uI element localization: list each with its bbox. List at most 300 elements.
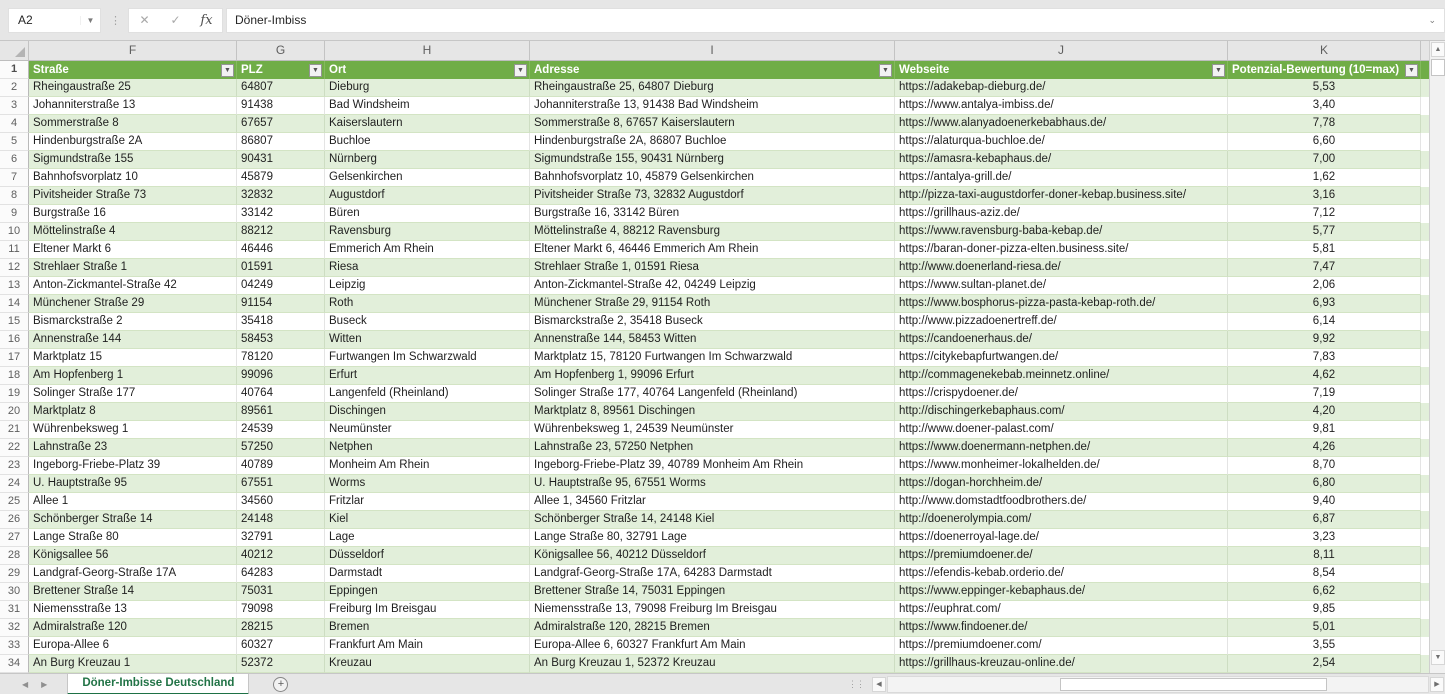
cell-strasse[interactable]: Hindenburgstraße 2A (29, 133, 237, 151)
cell-adresse[interactable]: Marktplatz 15, 78120 Furtwangen Im Schwarzwald (530, 349, 895, 367)
vertical-scrollbar-thumb[interactable] (1431, 59, 1445, 76)
cell-plz[interactable]: 32832 (237, 187, 325, 205)
cell-strasse[interactable]: Bahnhofsvorplatz 10 (29, 169, 237, 187)
cell-plz[interactable]: 88212 (237, 223, 325, 241)
cell-plz[interactable]: 04249 (237, 277, 325, 295)
table-row (0, 655, 1445, 673)
row-number[interactable]: 26 (0, 511, 29, 529)
row-number[interactable]: 33 (0, 637, 29, 655)
cell-ort[interactable]: Furtwangen Im Schwarzwald (325, 349, 530, 367)
cell-strasse[interactable]: Sigmundstraße 155 (29, 151, 237, 169)
cell-plz[interactable]: 57250 (237, 439, 325, 457)
cell-rating[interactable]: 8,11 (1228, 547, 1421, 565)
cell-ort[interactable]: Kaiserslautern (325, 115, 530, 133)
row-number[interactable]: 24 (0, 475, 29, 493)
cell-strasse[interactable]: Sommerstraße 8 (29, 115, 237, 133)
cell-ort[interactable]: Bad Windsheim (325, 97, 530, 115)
cell-webseite[interactable]: http://www.doenerland-riesa.de/ (895, 259, 1228, 277)
cell-webseite[interactable]: https://www.alanyadoenerkebabhaus.de/ (895, 115, 1228, 133)
table-row (0, 79, 1445, 97)
filter-dropdown-icon[interactable]: ▼ (1405, 64, 1418, 77)
cell-adresse[interactable]: Bismarckstraße 2, 35418 Buseck (530, 313, 895, 331)
cell-strasse[interactable]: Strehlaer Straße 1 (29, 259, 237, 277)
cell-rating[interactable]: 7,19 (1228, 385, 1421, 403)
cell-adresse[interactable]: Möttelinstraße 4, 88212 Ravensburg (530, 223, 895, 241)
cell-adresse[interactable]: Eltener Markt 6, 46446 Emmerich Am Rhein (530, 241, 895, 259)
table-body (0, 79, 1445, 673)
cell-rating[interactable]: 7,12 (1228, 205, 1421, 223)
cell-webseite[interactable]: https://www.doenermann-netphen.de/ (895, 439, 1228, 457)
cell-adresse[interactable]: U. Hauptstraße 95, 67551 Worms (530, 475, 895, 493)
cell-rating[interactable]: 5,53 (1228, 79, 1421, 97)
cell-adresse[interactable]: Rheingaustraße 25, 64807 Dieburg (530, 79, 895, 97)
cell-ort[interactable]: Netphen (325, 439, 530, 457)
cell-plz[interactable]: 64807 (237, 79, 325, 97)
cell-strasse[interactable]: Ingeborg-Friebe-Platz 39 (29, 457, 237, 475)
cell-webseite[interactable]: http://pizza-taxi-augustdorfer-doner-kebap.business.site/ (895, 187, 1228, 205)
cell-webseite[interactable]: https://www.antalya-imbiss.de/ (895, 97, 1228, 115)
row-number[interactable]: 7 (0, 169, 29, 187)
cell-adresse[interactable]: Niemensstraße 13, 79098 Freiburg Im Breisgau (530, 601, 895, 619)
cell-ort[interactable]: Fritzlar (325, 493, 530, 511)
cell-adresse[interactable]: Solinger Straße 177, 40764 Langenfeld (Rheinland) (530, 385, 895, 403)
cell-ort[interactable]: Kreuzau (325, 655, 530, 673)
cell-strasse[interactable]: Allee 1 (29, 493, 237, 511)
cell-strasse[interactable]: Niemensstraße 13 (29, 601, 237, 619)
cell-strasse[interactable]: Marktplatz 15 (29, 349, 237, 367)
cell-adresse[interactable]: Annenstraße 144, 58453 Witten (530, 331, 895, 349)
cell-strasse[interactable]: Lange Straße 80 (29, 529, 237, 547)
cell-adresse[interactable]: Königsallee 56, 40212 Düsseldorf (530, 547, 895, 565)
row-number[interactable]: 3 (0, 97, 29, 115)
cell-ort[interactable]: Monheim Am Rhein (325, 457, 530, 475)
select-all-corner[interactable] (0, 41, 29, 60)
filter-dropdown-icon[interactable]: ▼ (514, 64, 527, 77)
row-number[interactable]: 11 (0, 241, 29, 259)
cell-adresse[interactable]: Bahnhofsvorplatz 10, 45879 Gelsenkirchen (530, 169, 895, 187)
header-label: Ort (329, 64, 347, 76)
cell-ort[interactable]: Bremen (325, 619, 530, 637)
cell-adresse[interactable]: Am Hopfenberg 1, 99096 Erfurt (530, 367, 895, 385)
cell-adresse[interactable]: Allee 1, 34560 Fritzlar (530, 493, 895, 511)
scroll-up-arrow-icon[interactable]: ▲ (1431, 42, 1445, 57)
cell-rating[interactable]: 4,26 (1228, 439, 1421, 457)
cell-ort[interactable]: Darmstadt (325, 565, 530, 583)
row-number[interactable]: 34 (0, 655, 29, 673)
cell-plz[interactable]: 78120 (237, 349, 325, 367)
cell-strasse[interactable]: Eltener Markt 6 (29, 241, 237, 259)
row-number[interactable]: 13 (0, 277, 29, 295)
table-row (0, 151, 1445, 169)
row-number[interactable]: 1 (0, 61, 29, 79)
row-number[interactable]: 16 (0, 331, 29, 349)
cell-adresse[interactable]: Schönberger Straße 14, 24148 Kiel (530, 511, 895, 529)
table-row (0, 385, 1445, 403)
cell-strasse[interactable]: Solinger Straße 177 (29, 385, 237, 403)
cell-ort[interactable]: Langenfeld (Rheinland) (325, 385, 530, 403)
scroll-right-arrow-icon[interactable]: ▶ (1430, 677, 1444, 692)
row-number[interactable]: 12 (0, 259, 29, 277)
cell-ort[interactable]: Neumünster (325, 421, 530, 439)
insert-function-icon[interactable]: fx (200, 12, 213, 28)
cell-strasse[interactable]: Rheingaustraße 25 (29, 79, 237, 97)
expand-formula-bar-chevron-icon[interactable]: ⌄ (1428, 14, 1436, 25)
cell-adresse[interactable]: Pivitsheider Straße 73, 32832 Augustdorf (530, 187, 895, 205)
cell-adresse[interactable]: Marktplatz 8, 89561 Dischingen (530, 403, 895, 421)
cell-webseite[interactable]: https://amasra-kebaphaus.de/ (895, 151, 1228, 169)
header-cell-plz[interactable] (237, 61, 325, 79)
header-cell-strasse[interactable] (29, 61, 237, 79)
row-number[interactable]: 27 (0, 529, 29, 547)
row-number[interactable]: 9 (0, 205, 29, 223)
cell-plz[interactable]: 60327 (237, 637, 325, 655)
row-number[interactable]: 32 (0, 619, 29, 637)
cell-rating[interactable]: 4,62 (1228, 367, 1421, 385)
cell-webseite[interactable]: https://efendis-kebab.orderio.de/ (895, 565, 1228, 583)
cell-strasse[interactable]: Burgstraße 16 (29, 205, 237, 223)
cell-webseite[interactable]: https://premiumdoener.de/ (895, 547, 1228, 565)
cell-webseite[interactable]: https://www.ravensburg-baba-kebap.de/ (895, 223, 1228, 241)
cell-ort[interactable]: Gelsenkirchen (325, 169, 530, 187)
formula-bar (0, 0, 1445, 41)
cell-rating[interactable]: 9,40 (1228, 493, 1421, 511)
cell-plz[interactable]: 46446 (237, 241, 325, 259)
cell-strasse[interactable]: Brettener Straße 14 (29, 583, 237, 601)
column-letters (29, 41, 1421, 60)
cell-webseite[interactable]: https://baran-doner-pizza-elten.business.site/ (895, 241, 1228, 259)
cell-plz[interactable]: 58453 (237, 331, 325, 349)
cell-ort[interactable]: Ravensburg (325, 223, 530, 241)
column-letter-g[interactable]: G (237, 41, 325, 60)
cell-webseite[interactable]: https://grillhaus-kreuzau-online.de/ (895, 655, 1228, 673)
cell-rating[interactable]: 3,23 (1228, 529, 1421, 547)
cell-ort[interactable]: Frankfurt Am Main (325, 637, 530, 655)
cell-webseite[interactable]: https://www.monheimer-lokalhelden.de/ (895, 457, 1228, 475)
name-box-value[interactable]: A2 (18, 13, 33, 27)
cell-adresse[interactable]: Admiralstraße 120, 28215 Bremen (530, 619, 895, 637)
cell-rating[interactable]: 6,62 (1228, 583, 1421, 601)
header-cell-adresse[interactable] (530, 61, 895, 79)
column-letter-h[interactable]: H (325, 41, 530, 60)
cell-webseite[interactable]: https://www.sultan-planet.de/ (895, 277, 1228, 295)
cell-adresse[interactable]: Landgraf-Georg-Straße 17A, 64283 Darmstadt (530, 565, 895, 583)
horizontal-scrollbar[interactable] (887, 676, 1429, 693)
header-cell-rating[interactable] (1228, 61, 1421, 79)
cell-plz[interactable]: 24539 (237, 421, 325, 439)
cell-ort[interactable]: Lage (325, 529, 530, 547)
cell-plz[interactable]: 24148 (237, 511, 325, 529)
cell-webseite[interactable]: https://adakebap-dieburg.de/ (895, 79, 1228, 97)
header-cell-webseite[interactable] (895, 61, 1228, 79)
cell-webseite[interactable]: http://www.domstadtfoodbrothers.de/ (895, 493, 1228, 511)
cell-plz[interactable]: 67551 (237, 475, 325, 493)
row-number[interactable]: 2 (0, 79, 29, 97)
filter-dropdown-icon[interactable]: ▼ (1212, 64, 1225, 77)
table-row (0, 619, 1445, 637)
cell-strasse[interactable]: Königsallee 56 (29, 547, 237, 565)
cell-rating[interactable]: 2,06 (1228, 277, 1421, 295)
cell-rating[interactable]: 5,81 (1228, 241, 1421, 259)
name-box[interactable] (8, 8, 101, 33)
table-row (0, 259, 1445, 277)
cell-rating[interactable]: 7,47 (1228, 259, 1421, 277)
cell-ort[interactable]: Düsseldorf (325, 547, 530, 565)
cell-strasse[interactable]: Europa-Allee 6 (29, 637, 237, 655)
row-number[interactable]: 20 (0, 403, 29, 421)
cell-plz[interactable]: 91438 (237, 97, 325, 115)
vertical-scrollbar[interactable] (1429, 41, 1445, 673)
cell-ort[interactable]: Worms (325, 475, 530, 493)
column-letter-j[interactable]: J (895, 41, 1228, 60)
cell-plz[interactable]: 45879 (237, 169, 325, 187)
cell-strasse[interactable]: Am Hopfenberg 1 (29, 367, 237, 385)
table-row (0, 187, 1445, 205)
cell-strasse[interactable]: Bismarckstraße 2 (29, 313, 237, 331)
cell-ort[interactable]: Kiel (325, 511, 530, 529)
row-number[interactable]: 28 (0, 547, 29, 565)
cell-rating[interactable]: 6,80 (1228, 475, 1421, 493)
filter-dropdown-icon[interactable]: ▼ (879, 64, 892, 77)
cell-adresse[interactable]: Anton-Zickmantel-Straße 42, 04249 Leipzig (530, 277, 895, 295)
sheet-tab-bar (0, 673, 1445, 694)
cell-plz[interactable]: 32791 (237, 529, 325, 547)
table-row (0, 475, 1445, 493)
cell-plz[interactable]: 75031 (237, 583, 325, 601)
tab-scroll-splitter-icon[interactable]: ⋮⋮ (848, 678, 864, 689)
cell-webseite[interactable]: https://grillhaus-aziz.de/ (895, 205, 1228, 223)
cell-plz[interactable]: 91154 (237, 295, 325, 313)
cell-rating[interactable]: 3,40 (1228, 97, 1421, 115)
row-number[interactable]: 19 (0, 385, 29, 403)
cell-rating[interactable]: 9,85 (1228, 601, 1421, 619)
cell-strasse[interactable]: Lahnstraße 23 (29, 439, 237, 457)
cell-rating[interactable]: 7,83 (1228, 349, 1421, 367)
cell-strasse[interactable]: An Burg Kreuzau 1 (29, 655, 237, 673)
cell-strasse[interactable]: U. Hauptstraße 95 (29, 475, 237, 493)
cell-ort[interactable]: Witten (325, 331, 530, 349)
row-number[interactable]: 21 (0, 421, 29, 439)
row-number[interactable]: 17 (0, 349, 29, 367)
cell-rating[interactable]: 5,01 (1228, 619, 1421, 637)
prev-sheet-arrow-icon[interactable]: ◀ (22, 679, 29, 689)
cell-webseite[interactable]: https://www.findoener.de/ (895, 619, 1228, 637)
cell-plz[interactable]: 01591 (237, 259, 325, 277)
cell-plz[interactable]: 33142 (237, 205, 325, 223)
cell-ort[interactable]: Roth (325, 295, 530, 313)
cell-adresse[interactable]: Johanniterstraße 13, 91438 Bad Windsheim (530, 97, 895, 115)
cell-rating[interactable]: 9,81 (1228, 421, 1421, 439)
cell-plz[interactable]: 79098 (237, 601, 325, 619)
cell-webseite[interactable]: https://dogan-horchheim.de/ (895, 475, 1228, 493)
cell-adresse[interactable]: Lange Straße 80, 32791 Lage (530, 529, 895, 547)
cell-webseite[interactable]: http://commagenekebab.meinnetz.online/ (895, 367, 1228, 385)
cell-rating[interactable]: 3,16 (1228, 187, 1421, 205)
cell-plz[interactable]: 34560 (237, 493, 325, 511)
formula-input[interactable] (226, 8, 1445, 33)
table-row (0, 637, 1445, 655)
name-box-dropdown-icon[interactable]: ▼ (80, 16, 100, 25)
cell-webseite[interactable]: https://citykebapfurtwangen.de/ (895, 349, 1228, 367)
cell-plz[interactable]: 40764 (237, 385, 325, 403)
cell-plz[interactable]: 40212 (237, 547, 325, 565)
next-sheet-arrow-icon[interactable]: ▶ (41, 679, 48, 689)
cell-rating[interactable]: 1,62 (1228, 169, 1421, 187)
cell-webseite[interactable]: https://euphrat.com/ (895, 601, 1228, 619)
cell-webseite[interactable]: https://premiumdoener.com/ (895, 637, 1228, 655)
scroll-left-arrow-icon[interactable]: ◀ (872, 677, 886, 692)
cell-ort[interactable]: Dieburg (325, 79, 530, 97)
cell-strasse[interactable]: Wührenbeksweg 1 (29, 421, 237, 439)
cell-webseite[interactable]: https://www.bosphorus-pizza-pasta-kebap-roth.de/ (895, 295, 1228, 313)
table-row (0, 331, 1445, 349)
cell-ort[interactable]: Riesa (325, 259, 530, 277)
cell-plz[interactable]: 90431 (237, 151, 325, 169)
cell-adresse[interactable]: Wührenbeksweg 1, 24539 Neumünster (530, 421, 895, 439)
table-row (0, 133, 1445, 151)
cell-adresse[interactable]: Hindenburgstraße 2A, 86807 Buchloe (530, 133, 895, 151)
cell-rating[interactable]: 8,54 (1228, 565, 1421, 583)
row-number[interactable]: 15 (0, 313, 29, 331)
cancel-icon[interactable]: ✕ (139, 13, 150, 27)
header-label: Potenzial-Bewertung (10=max) (1232, 64, 1400, 76)
cell-ort[interactable]: Erfurt (325, 367, 530, 385)
cell-ort[interactable]: Buchloe (325, 133, 530, 151)
cell-rating[interactable]: 8,70 (1228, 457, 1421, 475)
table-row (0, 313, 1445, 331)
formula-bar-drag-dots-icon[interactable]: ⋮ (110, 14, 120, 27)
cell-strasse[interactable]: Annenstraße 144 (29, 331, 237, 349)
row-number[interactable]: 23 (0, 457, 29, 475)
table-row (0, 115, 1445, 133)
cell-ort[interactable]: Leipzig (325, 277, 530, 295)
scroll-down-arrow-icon[interactable]: ▼ (1431, 650, 1445, 665)
cell-strasse[interactable]: Münchener Straße 29 (29, 295, 237, 313)
cell-adresse[interactable]: Burgstraße 16, 33142 Büren (530, 205, 895, 223)
cell-rating[interactable]: 3,55 (1228, 637, 1421, 655)
cell-adresse[interactable]: Brettener Straße 14, 75031 Eppingen (530, 583, 895, 601)
cell-adresse[interactable]: Münchener Straße 29, 91154 Roth (530, 295, 895, 313)
cell-webseite[interactable]: https://www.eppinger-kebaphaus.de/ (895, 583, 1228, 601)
cell-plz[interactable]: 28215 (237, 619, 325, 637)
cell-plz[interactable]: 99096 (237, 367, 325, 385)
cell-ort[interactable]: Nürnberg (325, 151, 530, 169)
cell-adresse[interactable]: Sigmundstraße 155, 90431 Nürnberg (530, 151, 895, 169)
add-sheet-button[interactable]: + (273, 677, 288, 692)
enter-icon[interactable]: ✓ (170, 13, 181, 27)
header-cell-ort[interactable] (325, 61, 530, 79)
cell-ort[interactable]: Büren (325, 205, 530, 223)
cell-webseite[interactable]: http://www.doener-palast.com/ (895, 421, 1228, 439)
cell-adresse[interactable]: Lahnstraße 23, 57250 Netphen (530, 439, 895, 457)
horizontal-scrollbar-thumb[interactable] (1060, 678, 1327, 691)
filter-dropdown-icon[interactable]: ▼ (309, 64, 322, 77)
cell-webseite[interactable]: http://dischingerkebaphaus.com/ (895, 403, 1228, 421)
row-number[interactable]: 25 (0, 493, 29, 511)
table-row (0, 349, 1445, 367)
cell-webseite[interactable]: https://doenerroyal-lage.de/ (895, 529, 1228, 547)
cell-plz[interactable]: 35418 (237, 313, 325, 331)
cell-rating[interactable]: 2,54 (1228, 655, 1421, 673)
cell-rating[interactable]: 6,87 (1228, 511, 1421, 529)
row-number[interactable]: 22 (0, 439, 29, 457)
row-number[interactable]: 31 (0, 601, 29, 619)
cell-plz[interactable]: 67657 (237, 115, 325, 133)
cell-webseite[interactable]: https://alaturqua-buchloe.de/ (895, 133, 1228, 151)
cell-plz[interactable]: 40789 (237, 457, 325, 475)
cell-adresse[interactable]: Strehlaer Straße 1, 01591 Riesa (530, 259, 895, 277)
cell-rating[interactable]: 4,20 (1228, 403, 1421, 421)
cell-strasse[interactable]: Landgraf-Georg-Straße 17A (29, 565, 237, 583)
cell-plz[interactable]: 52372 (237, 655, 325, 673)
cell-rating[interactable]: 6,60 (1228, 133, 1421, 151)
row-number[interactable]: 4 (0, 115, 29, 133)
row-number[interactable]: 5 (0, 133, 29, 151)
cell-adresse[interactable]: Sommerstraße 8, 67657 Kaiserslautern (530, 115, 895, 133)
filter-dropdown-icon[interactable]: ▼ (221, 64, 234, 77)
cell-strasse[interactable]: Pivitsheider Straße 73 (29, 187, 237, 205)
cell-webseite[interactable]: http://www.pizzadoenertreff.de/ (895, 313, 1228, 331)
table-row (0, 601, 1445, 619)
column-letter-f[interactable]: F (29, 41, 237, 60)
cell-webseite[interactable]: http://doenerolympia.com/ (895, 511, 1228, 529)
cell-ort[interactable]: Dischingen (325, 403, 530, 421)
cell-strasse[interactable]: Anton-Zickmantel-Straße 42 (29, 277, 237, 295)
table-row (0, 241, 1445, 259)
cell-plz[interactable]: 89561 (237, 403, 325, 421)
row-number[interactable]: 8 (0, 187, 29, 205)
cell-rating[interactable]: 6,93 (1228, 295, 1421, 313)
row-number[interactable]: 14 (0, 295, 29, 313)
row-number[interactable]: 18 (0, 367, 29, 385)
cell-strasse[interactable]: Schönberger Straße 14 (29, 511, 237, 529)
cell-ort[interactable]: Eppingen (325, 583, 530, 601)
cell-webseite[interactable]: https://candoenerhaus.de/ (895, 331, 1228, 349)
row-number[interactable]: 30 (0, 583, 29, 601)
cell-ort[interactable]: Augustdorf (325, 187, 530, 205)
cell-ort[interactable]: Buseck (325, 313, 530, 331)
cell-ort[interactable]: Freiburg Im Breisgau (325, 601, 530, 619)
cell-strasse[interactable]: Admiralstraße 120 (29, 619, 237, 637)
sheet-tab-active[interactable]: Döner-Imbisse Deutschland (67, 674, 249, 694)
cell-rating[interactable]: 5,77 (1228, 223, 1421, 241)
row-number[interactable]: 10 (0, 223, 29, 241)
cell-adresse[interactable]: Europa-Allee 6, 60327 Frankfurt Am Main (530, 637, 895, 655)
formula-buttons (128, 8, 223, 33)
cell-adresse[interactable]: An Burg Kreuzau 1, 52372 Kreuzau (530, 655, 895, 673)
cell-rating[interactable]: 9,92 (1228, 331, 1421, 349)
cell-webseite[interactable]: https://antalya-grill.de/ (895, 169, 1228, 187)
cell-plz[interactable]: 64283 (237, 565, 325, 583)
cell-webseite[interactable]: https://crispydoener.de/ (895, 385, 1228, 403)
cell-adresse[interactable]: Ingeborg-Friebe-Platz 39, 40789 Monheim Am Rhein (530, 457, 895, 475)
cell-rating[interactable]: 7,78 (1228, 115, 1421, 133)
cell-strasse[interactable]: Marktplatz 8 (29, 403, 237, 421)
cell-strasse[interactable]: Johanniterstraße 13 (29, 97, 237, 115)
cell-rating[interactable]: 7,00 (1228, 151, 1421, 169)
cell-plz[interactable]: 86807 (237, 133, 325, 151)
cell-ort[interactable]: Emmerich Am Rhein (325, 241, 530, 259)
cell-rating[interactable]: 6,14 (1228, 313, 1421, 331)
row-number[interactable]: 29 (0, 565, 29, 583)
cell-strasse[interactable]: Möttelinstraße 4 (29, 223, 237, 241)
table-row (0, 511, 1445, 529)
table-row (0, 277, 1445, 295)
column-letter-i[interactable]: I (530, 41, 895, 60)
column-header-pad (1421, 41, 1429, 60)
column-letter-k[interactable]: K (1228, 41, 1421, 60)
table-row (0, 295, 1445, 313)
row-number[interactable]: 6 (0, 151, 29, 169)
